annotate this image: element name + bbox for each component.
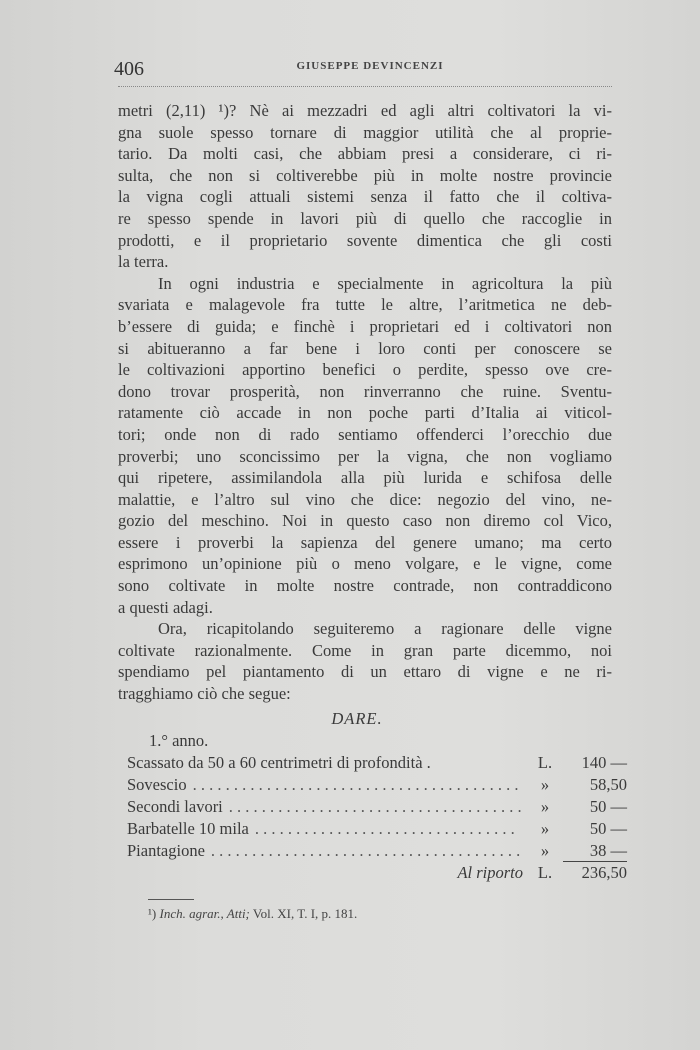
leader-dots: . . . . . . . . . . . . . . . . . . . . . . . . . . . . . . . . . . . . . . . . <box>192 775 519 794</box>
row-amount: 50 — <box>589 819 627 838</box>
row-currency: L. <box>537 753 553 772</box>
row-amount: 50 — <box>589 797 627 816</box>
row-currency: » <box>540 797 550 816</box>
row-currency: » <box>540 775 550 794</box>
row-amount: 58,50 <box>589 775 627 794</box>
text-line: dono trovar prosperità, non rinverranno che ruine. Sventu- <box>118 381 612 401</box>
text-line: coltivate razionalmente. Come in gran parte dicemmo, noi <box>118 640 612 660</box>
text-line: svariata e malagevole fra tutte le altre, l’aritmetica ne deb- <box>118 295 612 315</box>
account-year: 1.° anno. <box>149 731 209 750</box>
text-line: metri (2,11) ¹)? Nè ai mezzadri ed agli altri coltivatori la vi- <box>118 101 612 120</box>
text-line: re spesso spende in lavori più di quello che raccoglie in <box>118 208 612 228</box>
text-line: ratamente ciò accade in non poche parti d’Italia ai viticol- <box>118 403 612 423</box>
text-line: proverbi; uno sconcissimo per la vigna, che non vogliamo <box>118 446 612 466</box>
leader-dots: . . . . . . . . . . . . . . . . . . . . . . . . . . . . . . . . . . . . . . <box>210 841 521 860</box>
footnote <box>148 906 357 922</box>
text-line: tori; onde non di rado sentiamo offenderci l’orecchio due <box>118 424 612 444</box>
text-line: In ogni industria e specialmente in agricoltura la più <box>158 273 612 293</box>
account-row <box>127 774 627 796</box>
text-line: spendiamo pel piantamento di un ettaro di vigne e ne ri- <box>118 662 612 682</box>
text-line: essere i proverbi la sapienza del genere umano; ma certo <box>118 532 612 552</box>
row-label: Barbatelle 10 mila <box>127 819 249 838</box>
text-line: malattie, e l’altro sul vino che dice: negozio del vino, ne- <box>118 489 612 509</box>
account-row <box>127 818 627 840</box>
footnote-marker: ¹) <box>148 906 157 921</box>
text-line: la vigna cogli attuali sistemi senza il fatto che il coltiva- <box>118 187 612 207</box>
total-currency: L. <box>537 863 553 882</box>
row-label: Piantagione <box>127 841 205 860</box>
row-amount: 140 — <box>581 753 627 772</box>
footnote-rest: Vol. XI, T. I, p. 181. <box>249 906 358 921</box>
total-row <box>127 862 627 884</box>
text-line: b’essere di guida; e finchè i proprietari ed i coltivatori non <box>118 316 612 336</box>
header-rule <box>118 86 612 87</box>
row-label: Scassato da 50 a 60 centrimetri di profondità . <box>127 753 431 772</box>
leader-dots: . . . . . . . . . . . . . . . . . . . . . . . . . . . . . . . . <box>254 819 515 838</box>
row-label: Sovescio <box>127 775 187 794</box>
account-table <box>127 708 627 884</box>
text-line: sulta, che non si coltiverebbe più in molte nostre provincie <box>118 165 612 185</box>
text-line: qui ripetere, assimilandola alla più lurida e schifosa delle <box>118 468 612 488</box>
leader-dots: . . . . . . . . . . . . . . . . . . . . . . . . . . . . . . . . . . . . <box>228 797 522 816</box>
account-row <box>127 752 627 774</box>
footnote-rule <box>148 899 194 900</box>
total-label: Al riporto <box>457 863 523 882</box>
footnote-source: Inch. agrar., Atti; <box>159 906 250 921</box>
row-amount: 38 — <box>563 841 627 862</box>
page-number: 406 <box>114 58 144 80</box>
text-line: a questi adagi. <box>118 597 213 617</box>
text-line: gozio del meschino. Noi in questo caso non diremo col Vico, <box>118 511 612 531</box>
text-line: la terra. <box>118 252 169 272</box>
text-line: Ora, ricapitolando seguiteremo a ragionare delle vigne <box>158 619 612 639</box>
text-line: si abitueranno a far bene i loro conti per conoscere se <box>118 338 612 358</box>
text-line: prodotti, e il proprietario sovente dimentica che gli costi <box>118 230 612 250</box>
account-row <box>127 796 627 818</box>
row-currency: » <box>540 819 550 838</box>
account-title: DARE. <box>331 709 383 728</box>
text-line: gna suole spesso tornare di maggior utilità che al proprie- <box>118 122 612 142</box>
row-label: Secondi lavori <box>127 797 223 816</box>
body-text <box>118 100 612 705</box>
text-line: tragghiamo ciò che segue: <box>118 684 291 704</box>
text-line: tario. Da molti casi, che abbiam presi a considerare, ci ri- <box>118 144 612 164</box>
total-amount: 236,50 <box>581 863 627 882</box>
text-line: le coltivazioni apportino benefici o perdite, spesso ove cre- <box>118 360 612 380</box>
text-line: esprimono un’opinione più o meno volgare, e le vigne, come <box>118 554 612 574</box>
text-line: sono coltivate in molte nostre contrade, non contraddicono <box>118 576 612 596</box>
running-head: GIUSEPPE DEVINCENZI <box>296 60 444 72</box>
row-currency: » <box>540 841 550 860</box>
account-row <box>127 840 627 862</box>
